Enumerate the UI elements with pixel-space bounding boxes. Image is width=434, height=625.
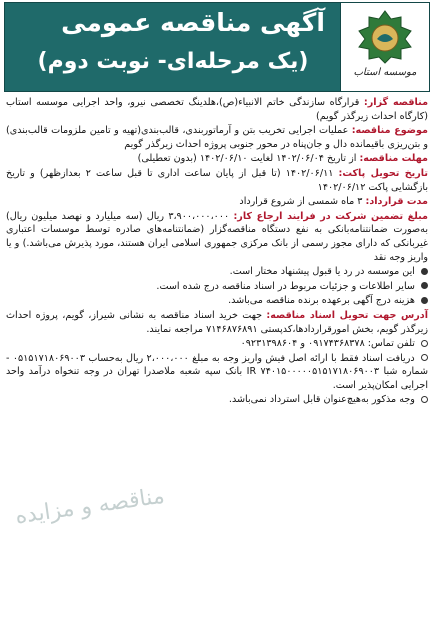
final-note-text: وجه مذکور به‌هیچ‌عنوان قابل استرداد نمی‌باشد. (228, 394, 415, 406)
note-item (6, 294, 428, 308)
page-subtitle: (یک مرحله‌ای- نوبت دوم) (37, 49, 309, 74)
payment-paragraph (6, 352, 428, 393)
bullet-icon (421, 297, 428, 304)
guarantee-label: مبلغ تضمین شرکت در فرایند ارجاع کار: (233, 210, 428, 222)
deadline-text: از تاریخ ۱۴۰۲/۰۶/۰۴ لغایت ۱۴۰۲/۰۶/۱۰ (بدون تعطیلی) (137, 153, 357, 165)
watermark: مناقصه و مزایده (13, 483, 167, 530)
subject-text: عملیات اجرایی تخریب بتن و آرماتوربندی، قالب‌بندی(تهیه و تامین ملزومات قالب‌بندی) و بتن‌ریزی باقیمانده دال و جان‌پناه در محور جنوبی پروژه احداث زیرگذر گویم (6, 125, 428, 150)
logo-emblem-icon (355, 9, 415, 65)
duration-label: مدت قرارداد: (365, 196, 428, 208)
bullet-icon (421, 268, 428, 275)
address-paragraph (6, 309, 428, 336)
delivery-paragraph (6, 167, 428, 194)
header-banner (4, 2, 430, 92)
organization-logo (340, 3, 429, 91)
duration-text: ۳ ماه شمسی از شروع قرارداد (239, 196, 363, 208)
subject-paragraph (6, 124, 428, 151)
tender-text: قرارگاه سازندگی خاتم الانبیاء(ص)،هلدینگ تخصصی نیرو، واحد اجرایی موسسه استاب (کارگاه احداث زیرگذر گویم) (6, 97, 428, 122)
deadline-label: مهلت مناقصه: (359, 153, 428, 165)
phone-label: تلفن تماس: (367, 338, 415, 350)
guarantee-paragraph (6, 210, 428, 264)
delivery-text: ۱۴۰۲/۰۶/۱۱ (تا قبل از پایان ساعت اداری تا قبل ساعت ۲ بعدازظهر) و تاریخ بازگشایی پاکت ۱۴۰۲/۰۶/۱۲ (6, 167, 428, 193)
guarantee-text: ۳،۹۰۰،۰۰۰،۰۰۰ ریال (سه میلیارد و نهصد میلیون ریال) به‌صورت ضمانتنامه‌بانکی به نفع دستگاه مناقصه‌گزار (ضمانتنامه‌های صادره توسط موسسات اعتباری غیربانکی که دارای مجوز رسمی از بانک مرکزی جمهوری اسلامی ایران هستند، مورد پذیرش می‌باشد.) و یا واریز وجه نقد (6, 210, 428, 263)
subject-label: موضوع مناقصه: (351, 125, 428, 137)
advertisement-body (6, 96, 428, 623)
delivery-label: تاریخ تحویل پاکت: (338, 167, 428, 179)
note-text-1: این موسسه در رد یا قبول پیشنهاد مختار است. (229, 266, 415, 278)
phone-paragraph (6, 337, 428, 351)
address-label: آدرس جهت تحویل اسناد مناقصه: (266, 309, 428, 321)
note-text-2: سایر اطلاعات و جزئیات مربوط در اسناد مناقصه درج شده است. (156, 280, 415, 292)
bullet-icon (421, 340, 428, 347)
bullet-icon (421, 354, 428, 361)
duration-paragraph (6, 195, 428, 209)
note-item (6, 280, 428, 294)
tender-label: مناقصه گزار: (363, 97, 429, 108)
page-title: آگهی مناقصه عمومی (61, 8, 325, 37)
note-item (6, 265, 428, 279)
phone-text: ۰۹۱۷۴۳۶۸۳۷۸ و ۰۹۲۳۱۳۹۸۶۰۴ (240, 338, 365, 350)
deadline-paragraph (6, 152, 428, 166)
note-text-3: هزینه درج آگهی برعهده برنده مناقصه می‌باشد. (228, 295, 415, 307)
bullet-icon (421, 282, 428, 289)
payment-text: دریافت اسناد فقط با ارائه اصل فیش واریز وجه به مبلغ ۲،۰۰۰،۰۰۰ ریال به‌حساب ۰۵۱۵۱۷۱۸۰۶۹۰۰۳ - شماره شبا IR ۷۴۰۱۵۰۰۰۰۰۵۱۵۱۷۱۸۰۶۹۰۰۳ بانک سپه شعبه ملاصدرا تهران در وجه تنخواه درآمد واحد اجرایی امکان‌پذیر است. (6, 352, 429, 391)
bullet-icon (421, 396, 428, 403)
final-note-paragraph (6, 393, 428, 407)
organization-name: موسسه استاب (353, 67, 417, 78)
address-text: جهت خرید اسناد مناقصه به نشانی شیراز، گویم، پروژه احداث زیرگذر گویم، بخش امورقراردادها،کدپستی ۷۱۴۶۸۷۶۸۹۱ مراجعه نمایند. (6, 309, 428, 335)
tender-paragraph (6, 96, 428, 123)
